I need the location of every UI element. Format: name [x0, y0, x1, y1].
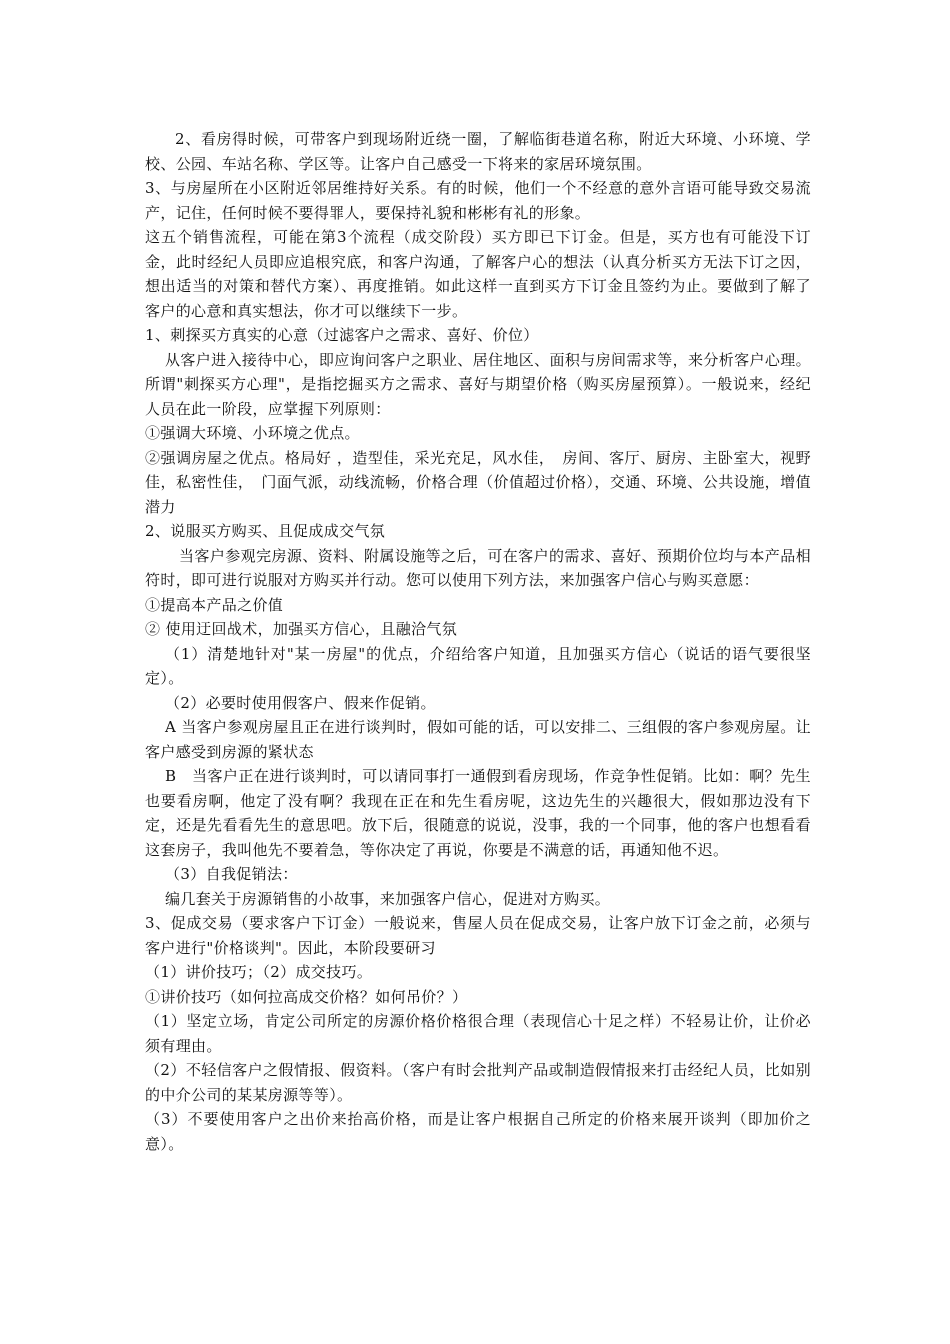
paragraph: 编几套关于房源销售的小故事，来加强客户信心，促进对方购买。 — [165, 889, 611, 908]
paragraph: B 当客户正在进行谈判时，可以请同事打一通假到看房现场，作竞争性促销。比如：啊？先生也要看房啊，他定了没有啊？我现在正在和先生看房呢，这边先生的兴趣很大，假如那边没有下定，还是先看看先生的意思吧。放下后，很随意的说说，没事，我的一个同事，他的客户也想看看这套房子，我叫他先不要着急，等你决定了再说，你要是不满意的话，再通知他不迟。 — [145, 767, 811, 859]
paragraph: （2）必要时使用假客户、假来作促销。 — [165, 693, 436, 712]
paragraph: （3）不要使用客户之出价来抬高价格，而是让客户根据自己所定的价格来展开谈判（即加价之意）。 — [145, 1110, 811, 1153]
paragraph: ①讲价技巧（如何拉高成交价格？如何吊价？） — [145, 987, 468, 1006]
paragraph: 3、与房屋所在小区附近邻居维持好关系。有的时候，他们一个不经意的意外言语可能导致交易流产，记住，任何时候不要得罪人，要保持礼貌和彬彬有礼的形象。 — [145, 179, 811, 222]
paragraph: （2）不轻信客户之假情报、假资料。（客户有时会批判产品或制造假情报来打击经纪人员，比如别的中介公司的某某房源等等）。 — [145, 1061, 811, 1104]
document-body — [145, 127, 811, 1156]
paragraph: 当客户参观完房源、资料、附属设施等之后，可在客户的需求、喜好、预期价位均与本产品相符时，即可进行说服对方购买并行动。您可以使用下列方法，来加强客户信心与购买意愿： — [145, 546, 811, 589]
paragraph: 2、说服买方购买、且促成成交气氛 — [145, 522, 386, 540]
paragraph: （1）清楚地针对"某一房屋"的优点，介绍给客户知道，且加强买方信心（说话的语气要很坚定）。 — [145, 644, 811, 687]
paragraph: （3）自我促销法： — [165, 865, 298, 883]
paragraph: ② 使用迂回战术，加强买方信心，且融洽气氛 — [145, 620, 458, 638]
paragraph: ①提高本产品之价值 — [145, 595, 284, 614]
paragraph: A 当客户参观房屋且正在进行谈判时，假如可能的话，可以安排二、三组假的客户参观房屋。让客户感受到房源的紧状态 — [145, 718, 811, 761]
paragraph: 1、刺探买方真实的心意（过滤客户之需求、喜好、价位） — [145, 326, 539, 344]
paragraph: 从客户进入接待中心，即应询问客户之职业、居住地区、面积与房间需求等，来分析客户心理。所谓"刺探买方心理"，是指挖掘买方之需求、喜好与期望价格（购买房屋预算）。一般说来，经纪人员在此一阶段，应掌握下列原则： — [145, 350, 811, 418]
paragraph: 2、看房得时候，可带客户到现场附近绕一圈，了解临街巷道名称，附近大环境、小环境、学校、公园、车站名称、学区等。让客户自己感受一下将来的家居环境氛围。 — [145, 130, 811, 173]
paragraph: （1）讲价技巧；（2）成交技巧。 — [145, 963, 373, 981]
paragraph: （1）坚定立场，肯定公司所定的房源价格价格很合理（表现信心十足之样）不轻易让价，让价必须有理由。 — [145, 1012, 811, 1055]
paragraph: ①强调大环境、小环境之优点。 — [145, 424, 360, 442]
paragraph: 这五个销售流程，可能在第3个流程（成交阶段）买方即已下订金。但是，买方也有可能没下订金，此时经纪人员即应追根究底，和客户沟通，了解客户心的想法（认真分析买方无法下订之因，想出适当的对策和替代方案）、再度推销。如此这样一直到买方下订金且签约为止。要做到了解了客户的心意和真实想法，你才可以继续下一步。 — [145, 228, 811, 320]
paragraph: ②强调房屋之优点。格局好 ，造型佳，采光充足，风水佳， 房间、客厅、厨房、主卧室大，视野佳，私密性佳， 门面气派，动线流畅，价格合理（价值超过价格），交通、环境、公共设施，增值潜力 — [145, 448, 811, 516]
paragraph: 3、促成交易（要求客户下订金）一般说来，售屋人员在促成交易，让客户放下订金之前，必须与客户进行"价格谈判"。因此，本阶段要研习 — [145, 914, 811, 957]
